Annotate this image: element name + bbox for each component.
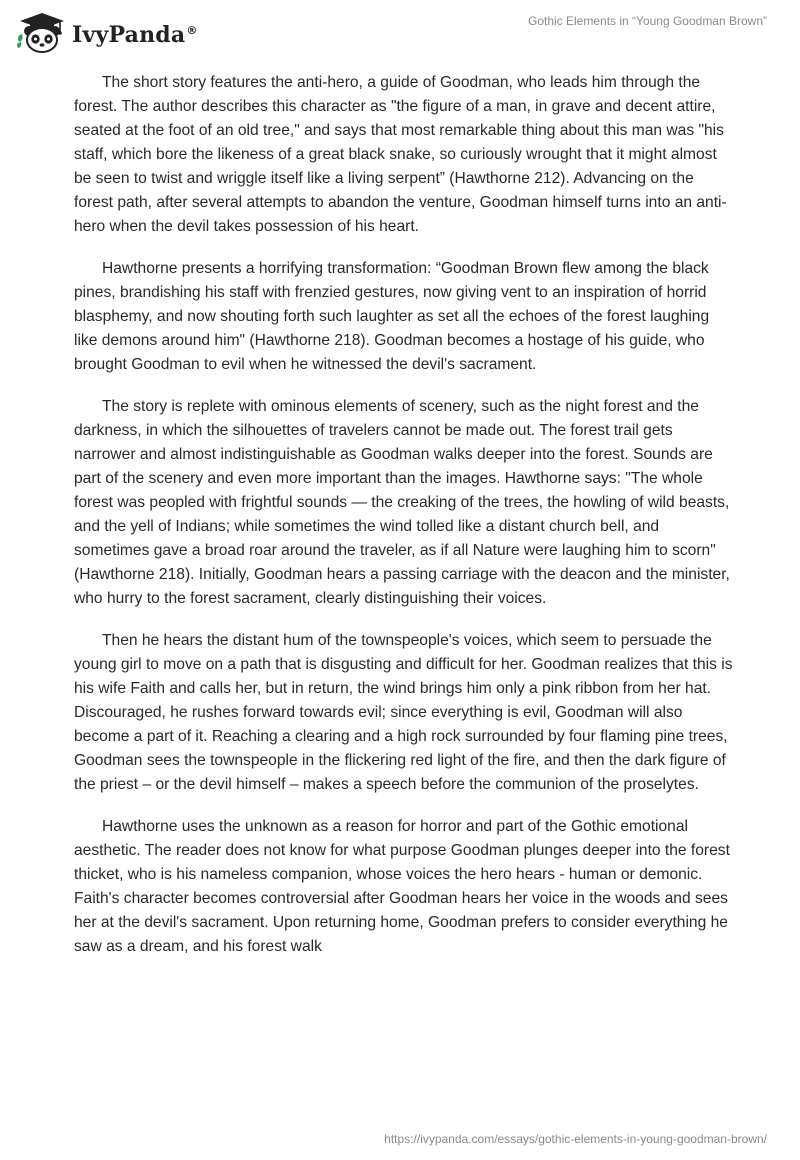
paragraph-4: Then he hears the distant hum of the townspeople's voices, which seem to persuade the young girl to move on a path that is disgusting and difficult for her. Goodman realizes that this is his wife Faith and calls her, but in return, the wind brings him only a pink ribbon from her hat. Discouraged, he rushes forward towards evil; since everything is evil, Goodman will also become a part of it. Reaching a clearing and a high rock surrounded by four flaming pine trees, Goodman sees the townspeople in the flickering red light of the fire, and then the dark figure of the priest – or the devil himself – makes a speech before the communion of the proselytes. xyxy=(74,632,733,793)
panda-graduate-icon xyxy=(16,12,68,54)
source-url[interactable]: https://ivypanda.com/essays/gothic-elements-in-young-goodman-brown/ xyxy=(384,1132,767,1146)
brand-name: IvyPanda® xyxy=(72,22,198,48)
page-header xyxy=(0,0,800,70)
document-title: Gothic Elements in “Young Goodman Brown” xyxy=(527,14,767,28)
essay-body xyxy=(74,71,734,977)
ivypanda-logo[interactable] xyxy=(16,12,198,54)
paragraph-3: The story is replete with ominous elements of scenery, such as the night forest and the darkness, in which the silhouettes of travelers cannot be made out. The forest trail gets narrower and almost indistinguishable as Goodman walks deeper into the forest. Sounds are part of the scenery and even more important than the images. Hawthorne says: "The whole forest was peopled with frightful sounds — the creaking of the trees, the howling of wild beasts, and the yell of Indians; while sometimes the wind tolled like a distant church bell, and sometimes gave a broad roar around the traveler, as if all Nature were laughing him to scorn" (Hawthorne 218). Initially, Goodman hears a passing carriage with the deacon and the minister, who hurry to the forest sacrament, clearly distinguishing their voices. xyxy=(74,398,730,607)
paragraph-5: Hawthorne uses the unknown as a reason for horror and part of the Gothic emotional aesthetic. The reader does not know for what purpose Goodman plunges deeper into the forest thicket, who is his nameless companion, whose voices the hero hears - human or demonic. Faith's character becomes controversial after Goodman hears her voice in the woods and sees her at the devil's sacrament. Upon returning home, Goodman prefers to consider everything he saw as a dream, and his forest walk xyxy=(74,818,730,955)
paragraph-1: The short story features the anti-hero, a guide of Goodman, who leads him through the forest. The author describes this character as "the figure of a man, in grave and decent attire, seated at the foot of an old tree," and says that most remarkable thing about this man was "his staff, which bore the likeness of a great black snake, so curiously wrought that it might almost be seen to twist and wriggle itself like a living serpent” (Hawthorne 212). Advancing on the forest path, after several attempts to abandon the venture, Goodman himself turns into an anti-hero when the devil takes possession of his heart. xyxy=(74,74,727,235)
paragraph-2: Hawthorne presents a horrifying transformation: “Goodman Brown flew among the black pines, brandishing his staff with frenzied gestures, now giving vent to an inspiration of horrid blasphemy, and now shouting forth such laughter as set all the echoes of the forest laughing like demons around him" (Hawthorne 218). Goodman becomes a hostage of his guide, who brought Goodman to evil when he witnessed the devil's sacrament. xyxy=(74,260,710,373)
registered-mark: ® xyxy=(186,23,198,37)
